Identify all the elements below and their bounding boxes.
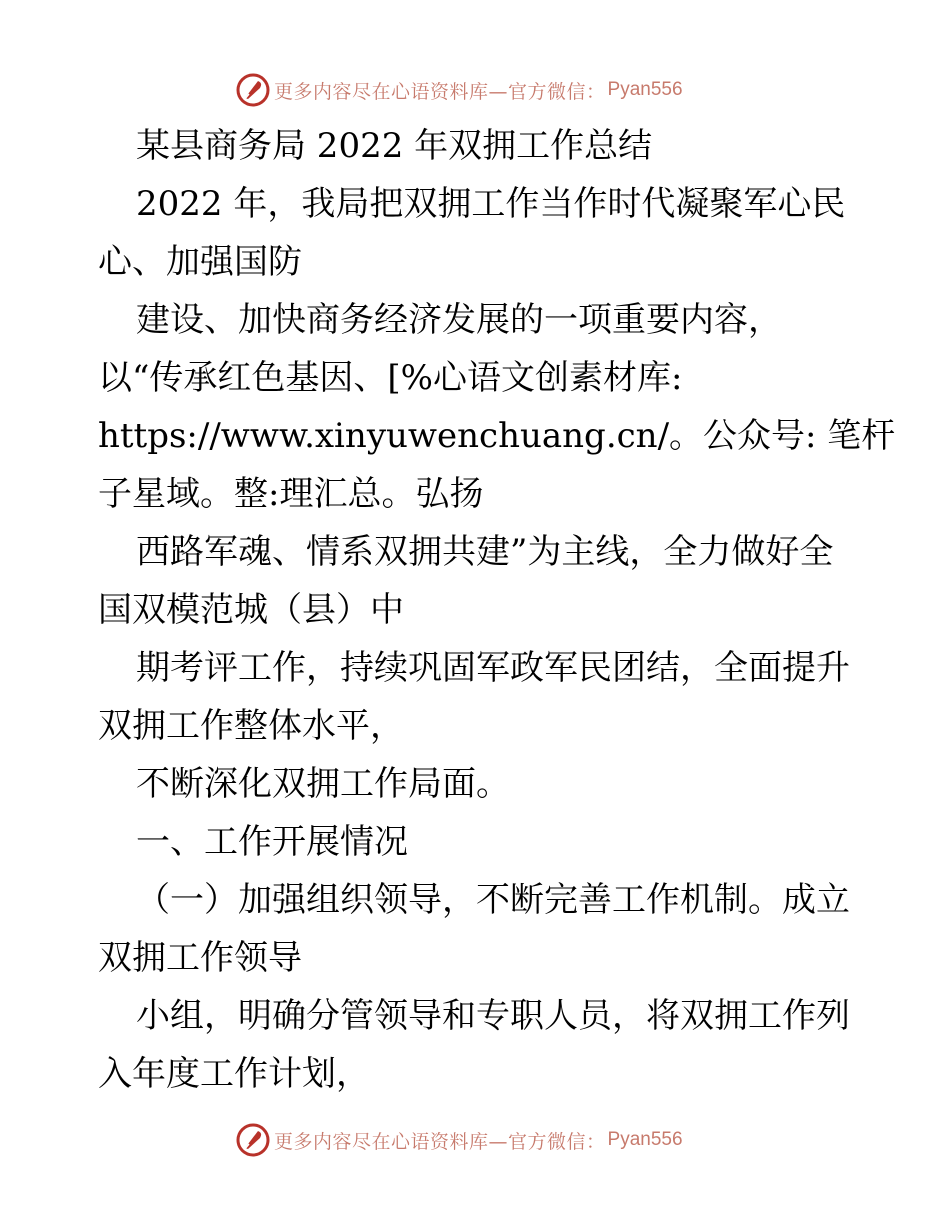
paragraph-line: 不断深化双拥工作局面。 bbox=[136, 764, 510, 804]
paragraph-line: 心、加强国防 bbox=[98, 242, 302, 282]
paragraph-line: 入年度工作计划， bbox=[98, 1054, 370, 1094]
paragraph-line: 双拥工作整体水平， bbox=[98, 706, 404, 746]
paragraph-line: 子星域。整:理汇总。弘扬 bbox=[98, 474, 484, 514]
paragraph-line: 建设、加快商务经济发展的一项重要内容， bbox=[136, 300, 782, 340]
feather-pen-logo-icon bbox=[236, 1123, 270, 1157]
paragraph-line: 期考评工作，持续巩固军政军民团结，全面提升 bbox=[136, 648, 850, 688]
banner-wechat-id: Pyan556 bbox=[607, 79, 683, 100]
paragraph-line: 以“传承红色基因、[%心语文创素材库: bbox=[98, 358, 683, 398]
subsection-heading: （一）加强组织领导，不断完善工作机制。成立 bbox=[136, 880, 850, 920]
section-heading: 一、工作开展情况 bbox=[136, 822, 408, 862]
paragraph-line: 2022 年，我局把双拥工作当作时代凝聚军心民 bbox=[136, 184, 846, 224]
feather-pen-logo-icon bbox=[236, 73, 270, 107]
paragraph-line: 国双模范城（县）中 bbox=[98, 590, 404, 630]
footer-banner bbox=[236, 1122, 683, 1158]
paragraph-line: 西路军魂、情系双拥共建”为主线，全力做好全 bbox=[136, 532, 834, 572]
banner-text: 更多内容尽在心语资料库—官方微信： bbox=[274, 80, 606, 103]
paragraph-line: https://www.xinyuwenchuang.cn/。公众号: 笔杆 bbox=[98, 416, 896, 456]
banner-text: 更多内容尽在心语资料库—官方微信： bbox=[274, 1130, 606, 1153]
paragraph-line: 双拥工作领导 bbox=[98, 938, 302, 978]
paragraph-line: 小组，明确分管领导和专职人员，将双拥工作列 bbox=[136, 996, 850, 1036]
header-banner bbox=[236, 72, 683, 108]
document-title: 某县商务局 2022 年双拥工作总结 bbox=[136, 126, 653, 166]
banner-wechat-id: Pyan556 bbox=[607, 1129, 683, 1150]
